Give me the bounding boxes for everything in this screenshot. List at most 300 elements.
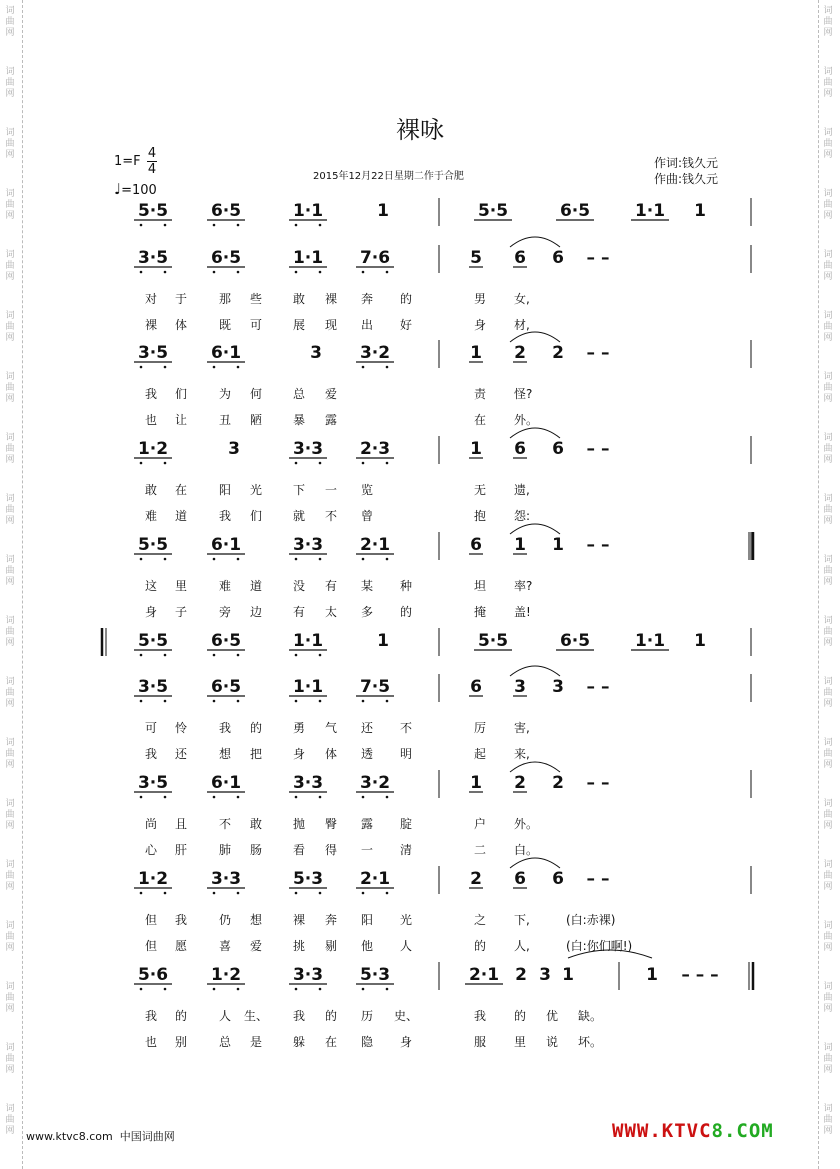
octave-dot — [237, 224, 240, 227]
lyric-char: 生、 — [243, 1009, 269, 1023]
lyric-char: 多 — [360, 605, 374, 619]
side-watermark-text: 词 曲 网 — [5, 982, 15, 1014]
lyric-char: 但 — [144, 913, 158, 927]
note: 1·1 — [634, 631, 666, 651]
lyric-char: 盖! — [514, 605, 531, 619]
octave-dot — [213, 892, 216, 895]
octave-dot — [140, 271, 143, 274]
octave-dot — [140, 224, 143, 227]
lyric-char: 的 — [174, 1009, 188, 1023]
lyric-char: 裸 — [324, 292, 338, 306]
lyric-char: 人 — [399, 939, 413, 953]
note: 6 — [470, 535, 482, 555]
lyric-char: 来, — [514, 747, 530, 761]
lyric-char: 抱 — [474, 509, 487, 523]
note: 5·5 — [137, 201, 169, 221]
note: 1·1 — [292, 677, 324, 697]
lyric-char: 何 — [249, 387, 263, 401]
octave-dot — [164, 796, 167, 799]
lyric-char: 史、 — [393, 1009, 419, 1023]
side-watermark-text: 词 曲 网 — [5, 921, 15, 953]
note: 3·2 — [359, 343, 391, 363]
lyric-char: 旁 — [218, 605, 232, 619]
tie-arc — [510, 666, 560, 676]
note: 6 — [470, 677, 482, 697]
note: 3·3 — [292, 439, 324, 459]
lyric-char: 展 — [292, 318, 306, 332]
side-watermark-text: 词 曲 网 — [823, 616, 833, 648]
note: 5·3 — [292, 869, 324, 889]
note: 3·5 — [137, 677, 169, 697]
octave-dot — [237, 796, 240, 799]
note: – – — [586, 439, 610, 459]
octave-dot — [213, 700, 216, 703]
octave-dot — [164, 558, 167, 561]
octave-dot — [213, 271, 216, 274]
octave-dot — [213, 366, 216, 369]
lyric-char: 女, — [514, 292, 530, 306]
time-signature: 4 4 — [147, 146, 157, 177]
lyric-char: 道 — [174, 509, 188, 523]
lyric-char: 不 — [324, 509, 338, 523]
lyric-char: 身 — [292, 747, 306, 761]
note: 5 — [470, 248, 482, 268]
spoken-aside: (白:你们啊!) — [566, 939, 633, 953]
lyric-char: 是 — [249, 1035, 263, 1049]
lyric-char: 敢 — [292, 292, 306, 306]
lyric-char: 他 — [360, 939, 374, 953]
octave-dot — [295, 271, 298, 274]
side-watermark-text: 词 曲 网 — [823, 128, 833, 160]
lyric-char: 我 — [174, 913, 188, 927]
octave-dot — [237, 366, 240, 369]
lyric-char: 光 — [399, 913, 413, 927]
note: 3·3 — [292, 535, 324, 555]
lyric-char: 优 — [546, 1009, 559, 1023]
octave-dot — [164, 654, 167, 657]
octave-dot — [362, 462, 365, 465]
note: 6·5 — [559, 631, 591, 651]
octave-dot — [140, 366, 143, 369]
note: – – — [586, 773, 610, 793]
octave-dot — [237, 654, 240, 657]
lyric-char: 奔 — [360, 292, 374, 306]
note: 2 — [515, 965, 527, 985]
note: 6 — [552, 248, 564, 268]
lyric-char: 别 — [174, 1035, 188, 1049]
note: 6·1 — [210, 343, 242, 363]
logo-main: WWW.KTVC — [612, 1120, 712, 1142]
note: 6·5 — [559, 201, 591, 221]
lyric-char: 清 — [399, 843, 413, 857]
lyric-char: 丑 — [218, 413, 232, 427]
side-watermark-text: 词 曲 网 — [823, 6, 833, 38]
lyric-char: 也 — [144, 1035, 158, 1049]
lyric-char: 人 — [218, 1009, 232, 1023]
note: 2·1 — [468, 965, 500, 985]
note: – – — [586, 248, 610, 268]
octave-dot — [386, 271, 389, 274]
lyric-char: 害, — [514, 721, 530, 735]
side-watermark-text: 词 曲 网 — [823, 433, 833, 465]
lyric-char: 这 — [144, 579, 158, 593]
lyric-char: 好 — [399, 318, 413, 332]
footer-url: www.ktvc8.com 中国词曲网 — [26, 1130, 175, 1143]
octave-dot — [164, 462, 167, 465]
octave-dot — [213, 654, 216, 657]
lyric-char: 光 — [249, 483, 263, 497]
lyric-char: 体 — [324, 747, 338, 761]
lyric-char: 也 — [144, 413, 158, 427]
song-title: 裸咏 — [396, 116, 444, 144]
octave-dot — [295, 892, 298, 895]
note: 2·1 — [359, 535, 391, 555]
note: 1 — [514, 535, 526, 555]
lyric-char: 对 — [144, 292, 158, 306]
note: 3 — [539, 965, 551, 985]
side-watermark-text: 词 曲 网 — [5, 860, 15, 892]
side-watermark-text: 词 曲 网 — [823, 738, 833, 770]
tempo-mark: ♩=100 — [114, 180, 157, 198]
lyric-char: 难 — [144, 509, 158, 523]
lyric-char: 奔 — [324, 913, 338, 927]
lyricist: 作词:钱久元 — [654, 156, 719, 170]
lyric-char: 气 — [324, 721, 338, 735]
lyric-char: 还 — [174, 747, 188, 761]
tie-arc — [510, 858, 560, 868]
octave-dot — [319, 700, 322, 703]
lyric-char: 不 — [218, 817, 232, 831]
octave-dot — [213, 796, 216, 799]
lyric-char: 某 — [360, 579, 374, 593]
side-watermark-text: 词 曲 网 — [5, 1043, 15, 1075]
lyric-char: 透 — [360, 747, 374, 761]
note: 3·3 — [292, 773, 324, 793]
lyric-char: 为 — [218, 387, 232, 401]
lyric-char: 喜 — [218, 939, 232, 953]
lyric-char: 之 — [474, 913, 487, 927]
octave-dot — [164, 988, 167, 991]
side-watermark-text: 词 曲 网 — [823, 250, 833, 282]
octave-dot — [213, 988, 216, 991]
octave-dot — [362, 892, 365, 895]
lyric-char: 身 — [474, 318, 487, 332]
lyric-char: 让 — [174, 413, 188, 427]
lyric-char: 子 — [174, 605, 188, 619]
note: 3·5 — [137, 343, 169, 363]
side-watermark-text: 词 曲 网 — [823, 799, 833, 831]
lyric-char: 曾 — [360, 509, 374, 523]
octave-dot — [140, 892, 143, 895]
lyric-char: 我 — [144, 387, 158, 401]
ktvc8-logo — [612, 1120, 774, 1142]
note: 2 — [514, 343, 526, 363]
lyric-char: 厉 — [474, 721, 487, 735]
note: 7·6 — [359, 248, 391, 268]
side-watermark-text: 词 曲 网 — [5, 128, 15, 160]
octave-dot — [386, 462, 389, 465]
octave-dot — [319, 462, 322, 465]
octave-dot — [386, 796, 389, 799]
lyric-char: 看 — [292, 843, 306, 857]
lyric-char: 下 — [292, 483, 306, 497]
lyric-char: 在 — [174, 483, 188, 497]
note: 1·1 — [292, 631, 324, 651]
note: 3·5 — [137, 773, 169, 793]
lyric-char: 想 — [249, 913, 263, 927]
note: 1 — [694, 201, 706, 221]
side-watermark-text: 词 曲 网 — [823, 1104, 833, 1136]
note: 3·2 — [359, 773, 391, 793]
lyric-char: 肺 — [218, 843, 232, 857]
lyric-char: 历 — [360, 1009, 374, 1023]
lyric-char: 的 — [474, 939, 487, 953]
octave-dot — [319, 988, 322, 991]
lyric-char: 男 — [474, 292, 487, 306]
lyric-char: 既 — [218, 318, 232, 332]
composer: 作曲:钱久元 — [654, 172, 719, 186]
lyric-char: 一 — [324, 483, 338, 497]
lyric-char: 有 — [292, 605, 306, 619]
octave-dot — [140, 654, 143, 657]
side-watermark-text: 词 曲 网 — [5, 6, 15, 38]
octave-dot — [140, 700, 143, 703]
octave-dot — [386, 892, 389, 895]
octave-dot — [140, 796, 143, 799]
octave-dot — [295, 654, 298, 657]
lyric-char: 下, — [514, 913, 530, 927]
lyric-char: 没 — [292, 579, 306, 593]
lyric-char: 腚 — [399, 817, 413, 831]
side-watermark-text: 词 曲 网 — [823, 494, 833, 526]
octave-dot — [319, 271, 322, 274]
note: 1 — [470, 439, 482, 459]
lyric-char: 人, — [514, 939, 530, 953]
tie-arc — [510, 237, 560, 247]
side-watermark-text: 词 曲 网 — [823, 189, 833, 221]
note: 1 — [470, 343, 482, 363]
side-watermark-text: 词 曲 网 — [5, 250, 15, 282]
note: 6·1 — [210, 773, 242, 793]
note: 5·5 — [137, 631, 169, 651]
lyric-char: 我 — [218, 721, 232, 735]
lyric-char: 道 — [249, 579, 263, 593]
lyric-char: 边 — [249, 605, 263, 619]
lyric-char: 总 — [292, 387, 306, 401]
lyric-char: 的 — [324, 1009, 338, 1023]
note: 3 — [514, 677, 526, 697]
side-watermark-text: 词 曲 网 — [5, 67, 15, 99]
lyric-char: 在 — [324, 1035, 338, 1049]
octave-dot — [386, 700, 389, 703]
lyric-char: 抛 — [292, 817, 306, 831]
side-watermark-text: 词 曲 网 — [5, 372, 15, 404]
lyric-char: 责 — [474, 387, 487, 401]
note: 6·5 — [210, 631, 242, 651]
octave-dot — [362, 796, 365, 799]
note: 6 — [514, 439, 526, 459]
quarter-note-icon: ♩ — [114, 180, 122, 198]
octave-dot — [319, 224, 322, 227]
lyric-char: 身 — [144, 605, 158, 619]
lyric-char: 敢 — [144, 483, 158, 497]
note: 5·5 — [477, 631, 509, 651]
lyric-char: 里 — [514, 1035, 527, 1049]
note: 2·1 — [359, 869, 391, 889]
side-watermark-text: 词 曲 网 — [5, 738, 15, 770]
note: 6 — [552, 439, 564, 459]
note: 6·1 — [210, 535, 242, 555]
octave-dot — [164, 224, 167, 227]
octave-dot — [362, 558, 365, 561]
lyric-char: 户 — [474, 817, 487, 831]
lyric-char: 率? — [514, 579, 533, 593]
lyric-char: 明 — [399, 747, 413, 761]
lyric-char: 剔 — [324, 939, 338, 953]
octave-dot — [237, 700, 240, 703]
note: 6·5 — [210, 201, 242, 221]
note: 3·3 — [210, 869, 242, 889]
lyric-char: 还 — [360, 721, 374, 735]
note: – – — [586, 869, 610, 889]
side-watermark-text: 词 曲 网 — [823, 921, 833, 953]
lyric-char: 们 — [249, 509, 263, 523]
octave-dot — [164, 892, 167, 895]
lyric-char: 服 — [474, 1035, 487, 1049]
lyric-char: 阳 — [218, 483, 232, 497]
lyric-char: 那 — [218, 292, 232, 306]
lyric-char: 怪? — [514, 387, 533, 401]
lyric-char: 缺。 — [578, 1009, 603, 1023]
lyric-char: 不 — [399, 721, 413, 735]
note: 3·5 — [137, 248, 169, 268]
lyric-char: 肠 — [249, 843, 263, 857]
lyric-char: 一 — [360, 843, 374, 857]
octave-dot — [386, 366, 389, 369]
octave-dot — [362, 700, 365, 703]
lyric-char: 的 — [249, 721, 263, 735]
note: 1·1 — [292, 248, 324, 268]
side-watermark-text: 词 曲 网 — [823, 372, 833, 404]
lyric-char: 肝 — [174, 843, 188, 857]
octave-dot — [386, 558, 389, 561]
lyric-char: 勇 — [292, 721, 306, 735]
note: 3 — [228, 439, 240, 459]
lyric-char: 外。 — [514, 817, 539, 831]
lyric-char: 我 — [218, 509, 232, 523]
note: 1·1 — [634, 201, 666, 221]
octave-dot — [140, 988, 143, 991]
lyric-char: 总 — [218, 1035, 232, 1049]
lyric-char: 陋 — [249, 413, 263, 427]
tie-arc — [510, 428, 560, 438]
logo-accent: 8.COM — [711, 1120, 774, 1142]
lyric-char: 说 — [546, 1035, 559, 1049]
note: – – – — [681, 965, 719, 985]
lyric-char: 的 — [514, 1009, 527, 1023]
side-watermark-text: 词 曲 网 — [823, 311, 833, 343]
octave-dot — [319, 558, 322, 561]
octave-dot — [295, 462, 298, 465]
lyric-char: 我 — [144, 1009, 158, 1023]
lyric-char: 的 — [399, 605, 413, 619]
octave-dot — [362, 271, 365, 274]
note: – – — [586, 343, 610, 363]
lyric-char: 起 — [474, 747, 487, 761]
lyric-char: 里 — [174, 579, 188, 593]
lyric-char: 怨: — [514, 509, 531, 523]
lyric-char: 白。 — [514, 843, 539, 857]
side-watermark-text: 词 曲 网 — [823, 67, 833, 99]
side-watermark-text: 词 曲 网 — [823, 1043, 833, 1075]
note: 3 — [552, 677, 564, 697]
lyric-char: 们 — [174, 387, 188, 401]
lyric-char: 我 — [144, 747, 158, 761]
lyric-char: 露 — [360, 817, 374, 831]
spoken-aside: (白:赤裸) — [566, 913, 616, 927]
octave-dot — [362, 988, 365, 991]
note: 3 — [310, 343, 322, 363]
note: 1·1 — [292, 201, 324, 221]
side-watermark-text: 词 曲 网 — [5, 433, 15, 465]
octave-dot — [295, 224, 298, 227]
lyric-char: 就 — [292, 509, 306, 523]
note: 6·5 — [210, 677, 242, 697]
lyric-char: 臀 — [324, 817, 338, 831]
side-watermark-text: 词 曲 网 — [823, 860, 833, 892]
side-watermark-text: 词 曲 网 — [5, 311, 15, 343]
lyric-char: 隐 — [360, 1035, 374, 1049]
octave-dot — [164, 366, 167, 369]
note: 1 — [377, 631, 389, 651]
lyric-char: 裸 — [144, 318, 158, 332]
note: 1 — [552, 535, 564, 555]
note: 1·2 — [137, 439, 169, 459]
note: 1 — [646, 965, 658, 985]
lyric-char: 材, — [514, 318, 530, 332]
octave-dot — [140, 558, 143, 561]
lyric-char: 无 — [474, 483, 487, 497]
note: 2 — [470, 869, 482, 889]
note: – – — [586, 535, 610, 555]
octave-dot — [295, 988, 298, 991]
lyric-char: 在 — [474, 413, 487, 427]
octave-dot — [319, 654, 322, 657]
lyric-char: 仍 — [218, 913, 232, 927]
octave-dot — [319, 796, 322, 799]
lyric-char: 二 — [474, 843, 487, 857]
octave-dot — [319, 892, 322, 895]
lyric-char: 的 — [399, 292, 413, 306]
lyric-char: 爱 — [249, 939, 263, 953]
side-watermark-text: 词 曲 网 — [5, 555, 15, 587]
tie-arc — [510, 332, 560, 342]
tie-arc — [510, 762, 560, 772]
octave-dot — [386, 988, 389, 991]
octave-dot — [295, 700, 298, 703]
tie-arc — [510, 524, 560, 534]
lyric-char: 爱 — [324, 387, 338, 401]
side-watermark-text: 词 曲 网 — [823, 982, 833, 1014]
lyric-char: 我 — [474, 1009, 487, 1023]
note: 1 — [470, 773, 482, 793]
lyric-char: 有 — [324, 579, 338, 593]
note: 2 — [552, 773, 564, 793]
note: 1·2 — [137, 869, 169, 889]
note: 5·3 — [359, 965, 391, 985]
lyric-char: 外。 — [514, 413, 539, 427]
lyric-char: 身 — [399, 1035, 413, 1049]
